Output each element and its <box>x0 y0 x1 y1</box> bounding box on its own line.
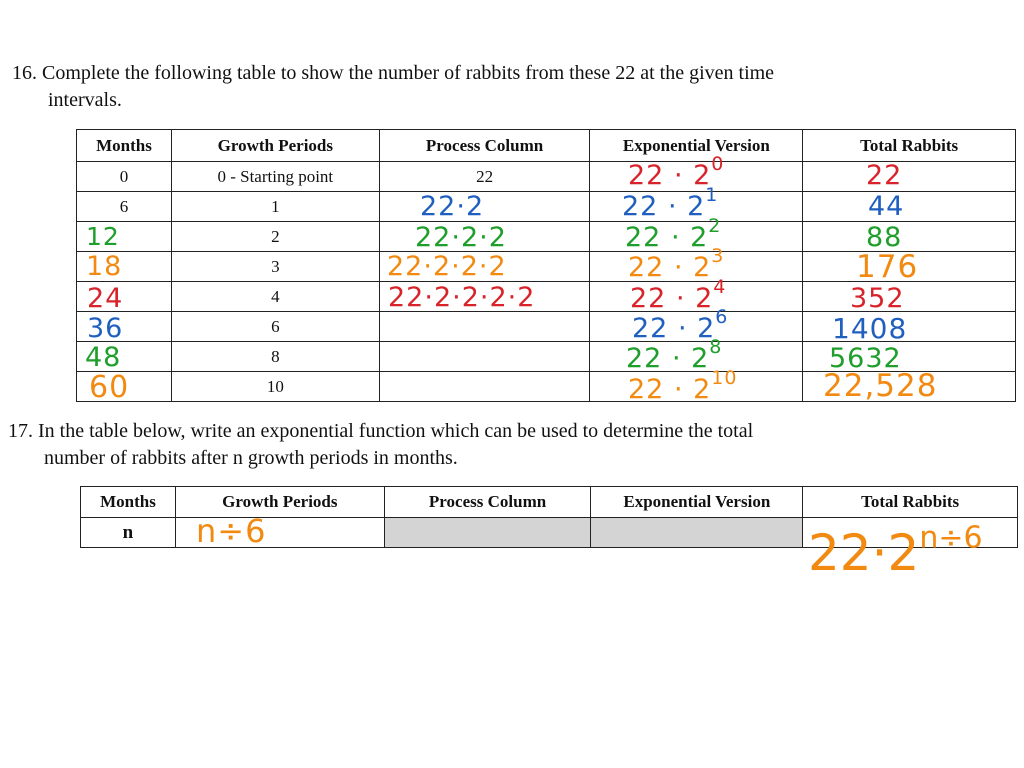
handwritten-total-44: 44 <box>868 191 905 222</box>
question-16-text-line1: Complete the following table to show the number of rabbits from these 22 at the given time <box>42 62 775 84</box>
formula-base: 22·2 <box>808 524 920 582</box>
handwritten-total-22528: 22,528 <box>823 368 938 404</box>
months-cell[interactable]: 0 <box>77 162 172 192</box>
question-17 <box>8 418 998 472</box>
exponential-base: 22 · 2 <box>628 160 712 191</box>
handwritten-total-formula <box>808 520 983 582</box>
exponential-base: 22 · 2 <box>630 283 714 314</box>
process-cell-shaded <box>384 518 591 548</box>
handwritten-process-2: 22·2·2 <box>415 222 507 253</box>
header-process-column: Process Column <box>379 130 590 162</box>
total-cell[interactable] <box>803 192 1016 222</box>
exponential-cell-shaded <box>591 518 803 548</box>
formula-power: n÷6 <box>919 520 983 556</box>
months-cell[interactable]: 6 <box>77 192 172 222</box>
handwritten-months-48: 48 <box>85 342 122 373</box>
question-17-number: 17. <box>8 420 33 442</box>
process-cell[interactable] <box>379 342 590 372</box>
handwritten-months-36: 36 <box>87 313 124 344</box>
handwritten-growth-periods-n-div-6: n÷6 <box>196 512 267 550</box>
handwritten-process-1: 22·2 <box>420 191 485 222</box>
exponential-base: 22 · 2 <box>632 313 716 344</box>
exponential-base: 22 · 2 <box>626 343 710 374</box>
table-header-row <box>77 130 1016 162</box>
handwritten-total-22: 22 <box>866 160 903 191</box>
growth-periods-cell: 3 <box>171 252 379 282</box>
exponential-base: 22 · 2 <box>628 252 712 283</box>
question-16 <box>12 60 1002 114</box>
handwritten-process-4: 22·2·2·2·2 <box>388 282 536 313</box>
header-growth-periods: Growth Periods <box>175 487 384 518</box>
growth-periods-cell: 10 <box>171 372 379 402</box>
process-cell[interactable]: 22 <box>379 162 590 192</box>
total-cell[interactable] <box>803 222 1016 252</box>
exponential-power: 1 <box>705 183 719 206</box>
exponential-power: 6 <box>715 305 729 328</box>
header-months: Months <box>77 130 172 162</box>
total-cell[interactable] <box>803 162 1016 192</box>
exponential-base: 22 · 2 <box>622 191 706 222</box>
handwritten-months-60: 60 <box>89 370 130 405</box>
handwritten-exponential-10 <box>628 366 738 405</box>
handwritten-exponential-8 <box>626 335 723 374</box>
exponential-power: 4 <box>713 275 727 298</box>
growth-periods-cell: 0 - Starting point <box>171 162 379 192</box>
exponential-power: 8 <box>709 335 723 358</box>
header-exponential-version: Exponential Version <box>590 130 803 162</box>
header-months: Months <box>81 487 176 518</box>
handwritten-months-24: 24 <box>87 283 124 314</box>
exponential-power: 10 <box>711 366 738 389</box>
exponential-power: 3 <box>711 244 725 267</box>
handwritten-exponential-4 <box>630 275 727 314</box>
header-total-rabbits: Total Rabbits <box>803 130 1016 162</box>
growth-periods-cell: 8 <box>171 342 379 372</box>
growth-periods-cell: 2 <box>171 222 379 252</box>
question-17-text-line2: number of rabbits after n growth periods in months. <box>44 447 458 469</box>
exponential-power: 0 <box>711 152 725 175</box>
handwritten-total-5632: 5632 <box>829 343 902 374</box>
months-cell: n <box>81 518 176 548</box>
handwritten-total-352: 352 <box>850 283 905 314</box>
header-growth-periods: Growth Periods <box>171 130 379 162</box>
handwritten-process-3: 22·2·2·2 <box>387 251 507 282</box>
handwritten-exponential-1 <box>622 183 719 222</box>
handwritten-months-12: 12 <box>86 222 120 251</box>
total-cell[interactable] <box>803 282 1016 312</box>
handwritten-total-176: 176 <box>856 249 919 285</box>
question-17-text-line1: In the table below, write an exponential function which can be used to determine the total <box>38 420 754 442</box>
exponential-base: 22 · 2 <box>625 222 709 253</box>
process-cell[interactable] <box>379 192 590 222</box>
growth-periods-cell: 6 <box>171 312 379 342</box>
handwritten-exponential-2 <box>625 214 722 253</box>
process-cell[interactable] <box>379 312 590 342</box>
handwritten-exponential-3 <box>628 244 725 283</box>
process-cell[interactable] <box>379 372 590 402</box>
handwritten-total-88: 88 <box>866 222 903 253</box>
question-16-text-line2: intervals. <box>48 89 122 111</box>
exponential-power: 2 <box>708 214 722 237</box>
header-exponential-version: Exponential Version <box>591 487 803 518</box>
exponential-base: 22 · 2 <box>628 374 712 405</box>
header-process-column: Process Column <box>384 487 591 518</box>
growth-periods-cell: 4 <box>171 282 379 312</box>
handwritten-total-1408: 1408 <box>832 312 908 345</box>
handwritten-months-18: 18 <box>86 251 123 282</box>
header-total-rabbits: Total Rabbits <box>803 487 1018 518</box>
growth-periods-cell: 1 <box>171 192 379 222</box>
question-16-number: 16. <box>12 62 37 84</box>
